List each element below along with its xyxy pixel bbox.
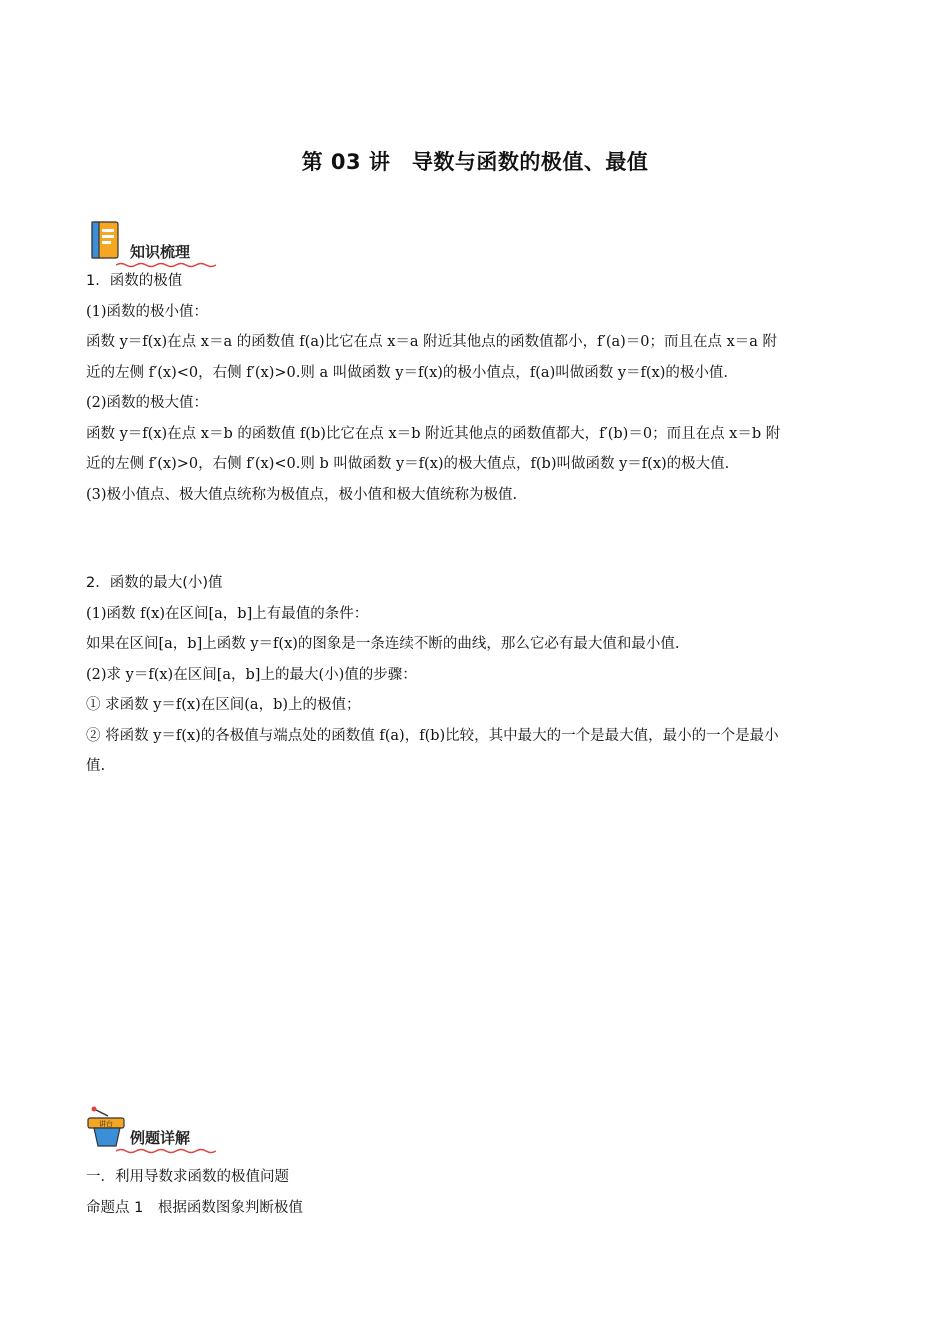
svg-text:讲台: 讲台 (99, 1120, 113, 1128)
paragraph: 函数 y＝f(x)在点 x＝a 的函数值 f(a)比它在点 x＝a 附近其他点的函数值都小，f′(a)＝0；而且在点 x＝a 附 (86, 334, 778, 350)
subheading: 命题点 1 根据函数图象判断极值 (86, 1199, 303, 1216)
paragraph: 值. (86, 758, 106, 774)
section-heading: 一．利用导数求函数的极值问题 (86, 1169, 289, 1185)
section-heading: 1．函数的极值 (86, 273, 183, 289)
page-title: 第 03 讲 导数与函数的极值、最值 (301, 150, 649, 174)
section-extrema (86, 266, 864, 510)
podium-icon (86, 1106, 128, 1150)
paragraph: 如果在区间[a，b]上函数 y＝f(x)的图象是一条连续不断的曲线，那么它必有最大值和最小值. (86, 636, 680, 652)
paragraph: 近的左侧 f′(x)>0，右侧 f′(x)<0.则 b 叫做函数 y＝f(x)的极大值点，f(b)叫做函数 y＝f(x)的极大值. (86, 456, 730, 472)
paragraph: (1)函数的极小值： (86, 303, 209, 320)
knowledge-banner (86, 220, 226, 268)
paragraph: (2)求 y＝f(x)在区间[a，b]上的最大(小)值的步骤： (86, 666, 417, 683)
examples-banner (86, 1106, 226, 1154)
section-heading: 2．函数的最大(小)值 (86, 575, 223, 591)
paragraph: ② 将函数 y＝f(x)的各极值与端点处的函数值 f(a)，f(b)比较，其中最大的一个是最大值，最小的一个是最小 (86, 727, 779, 744)
paragraph: (2)函数的极大值： (86, 395, 209, 411)
paragraph: ① 求函数 y＝f(x)在区间(a，b)上的极值； (86, 697, 361, 713)
paragraph: (1)函数 f(x)在区间[a，b]上有最值的条件： (86, 605, 369, 622)
paragraph: (3)极小值点、极大值点统称为极值点，极小值和极大值统称为极值. (86, 486, 518, 503)
section-examples (86, 1162, 864, 1223)
section-max-min (86, 568, 864, 782)
paragraph: 函数 y＝f(x)在点 x＝b 的函数值 f(b)比它在点 x＝b 附近其他点的函数值都大，f′(b)＝0；而且在点 x＝b 附 (86, 425, 781, 442)
knowledge-banner-label: 知识梳理 (130, 243, 191, 261)
paragraph: 近的左侧 f′(x)<0，右侧 f′(x)>0.则 a 叫做函数 y＝f(x)的极小值点，f(a)叫做函数 y＝f(x)的极小值. (86, 364, 728, 381)
wavy-underline (116, 1148, 216, 1154)
examples-banner-label: 例题详解 (130, 1129, 191, 1147)
notebook-icon (88, 220, 124, 262)
